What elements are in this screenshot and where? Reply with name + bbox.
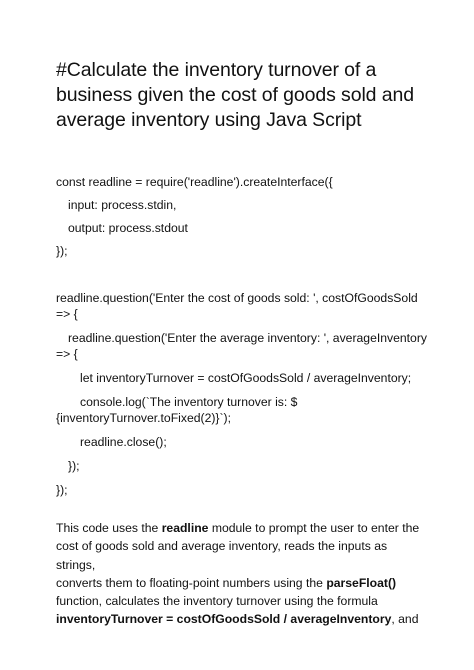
code-line-5a: readline.question('Enter the cost of goods sold: ', costOfGoodsSold xyxy=(56,291,418,305)
para-bold-readline: readline xyxy=(161,521,209,535)
code-line-11: }); xyxy=(56,483,68,497)
code-line-9: readline.close(); xyxy=(80,435,167,449)
para-text: , and xyxy=(391,612,419,627)
para-line-4: function, calculates the inventory turnover using the formula xyxy=(56,594,378,609)
para-line-2: cost of goods sold and average inventory, reads the inputs as strings, xyxy=(56,539,388,572)
explanation-paragraph xyxy=(56,519,428,629)
code-line-7: let inventoryTurnover = costOfGoodsSold / averageInventory; xyxy=(80,371,412,385)
para-line-5 xyxy=(56,610,428,628)
code-line-6a: readline.question('Enter the average inventory: ', averageInventory xyxy=(68,331,427,345)
code-line-8a: console.log(`The inventory turnover is: $ xyxy=(80,395,298,409)
para-bold-formula: inventoryTurnover = costOfGoodsSold / averageInventory xyxy=(56,612,392,627)
para-bold-parsefloat: parseFloat() xyxy=(326,575,397,590)
code-line-8b: {inventoryTurnover.toFixed(2)}`); xyxy=(56,411,231,425)
heading-line-2: business given the cost of goods sold and xyxy=(56,84,414,106)
code-line-5b: => { xyxy=(56,307,78,321)
para-line-1 xyxy=(56,519,428,537)
para-line-3 xyxy=(56,574,428,592)
heading-line-3: average inventory using Java Script xyxy=(56,109,362,131)
document-heading xyxy=(56,58,436,133)
code-line-10: }); xyxy=(68,459,80,473)
heading-line-1: #Calculate the inventory turnover of a xyxy=(56,59,377,81)
para-text: This code uses the xyxy=(56,521,162,535)
para-text: module to prompt the user to enter the xyxy=(208,521,420,535)
code-line-3: output: process.stdout xyxy=(68,221,188,235)
code-line-6b: => { xyxy=(56,347,78,361)
code-line-1: const readline = require('readline').createInterface({ xyxy=(56,175,333,189)
para-text: converts them to floating-point numbers using the xyxy=(56,575,327,590)
code-line-2: input: process.stdin, xyxy=(68,198,177,212)
code-line-4: }); xyxy=(56,244,68,258)
